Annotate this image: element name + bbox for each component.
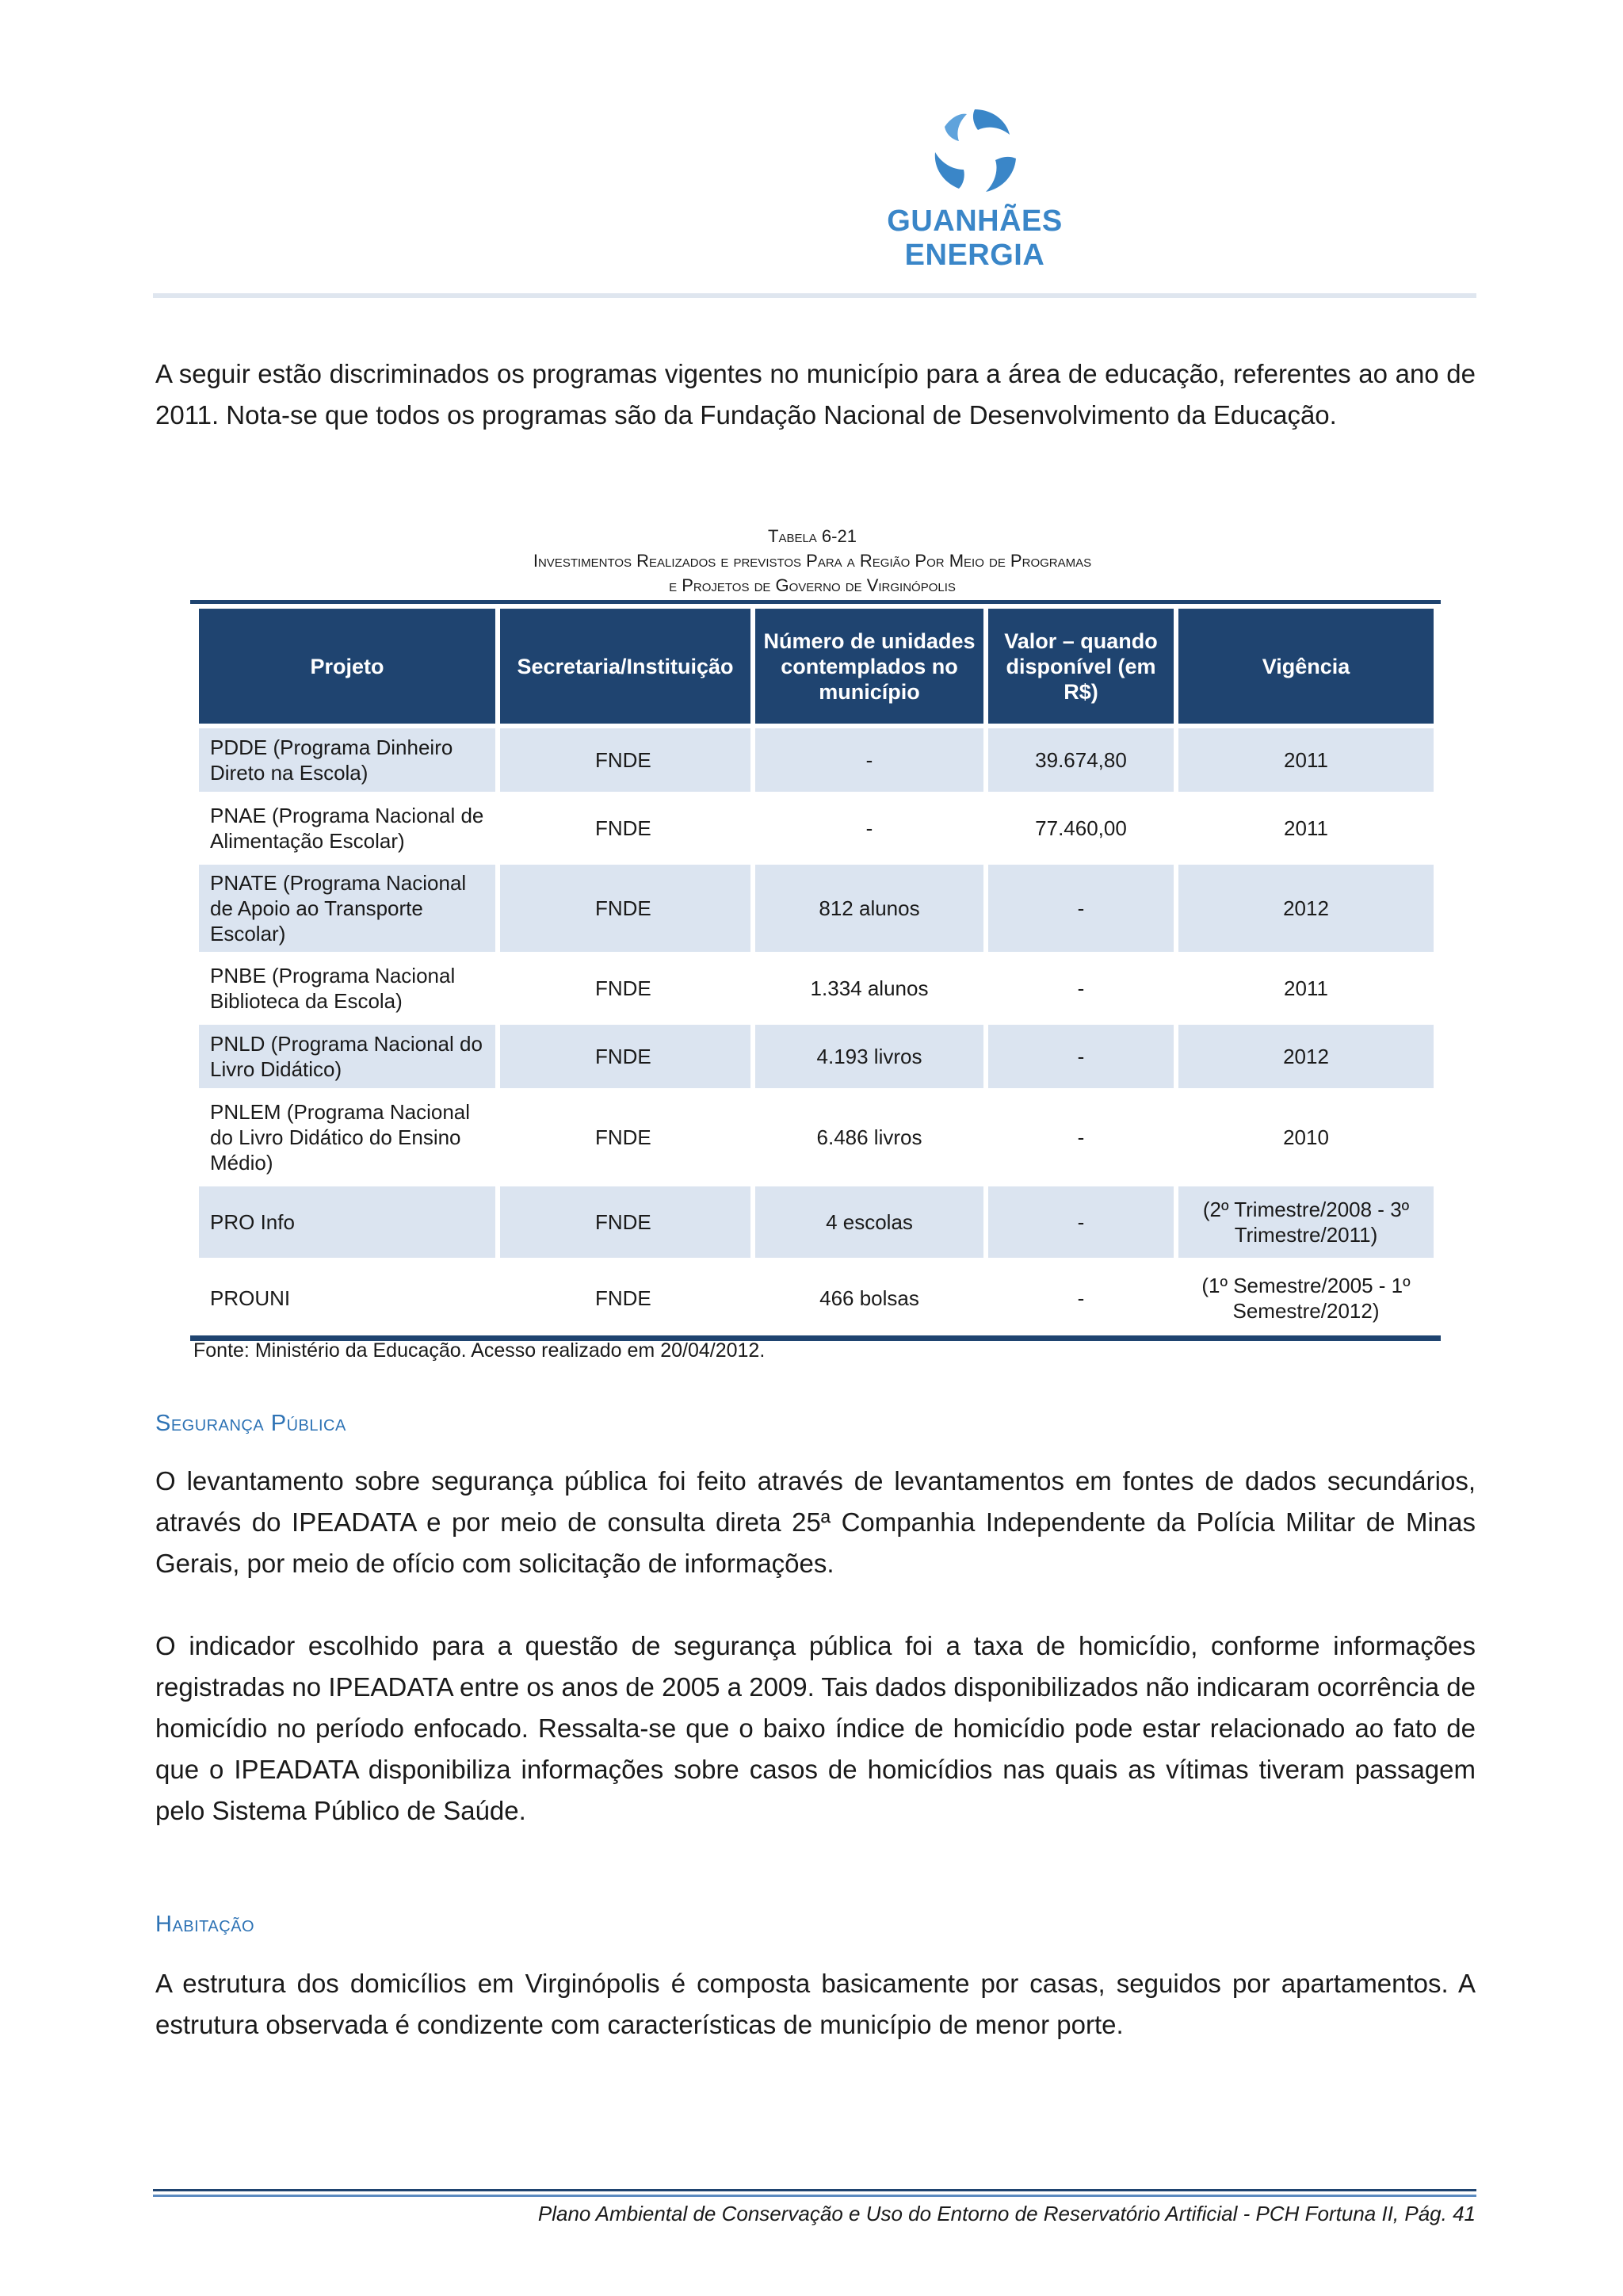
cell-vigencia: 2012 [1178,1025,1434,1088]
cell-vigencia: 2011 [1178,957,1434,1020]
table-header-row [199,609,1434,724]
company-logo [824,103,1125,272]
table-row [199,1025,1434,1088]
cell-numero: - [755,728,983,792]
col-header-valor: Valor – quando disponível (em R$) [988,609,1174,724]
cell-numero: 1.334 alunos [755,957,983,1020]
col-header-secretaria: Secretaria/Instituição [500,609,750,724]
cell-secretaria: FNDE [500,1186,750,1258]
cell-numero: 4.193 livros [755,1025,983,1088]
cell-projeto: PNBE (Programa Nacional Biblioteca da Escola) [199,957,495,1020]
table-row [199,1093,1434,1182]
cell-valor: 77.460,00 [988,797,1174,860]
cell-vigencia: 2012 [1178,865,1434,952]
cell-vigencia: (1º Semestre/2005 - 1º Semestre/2012) [1178,1263,1434,1334]
cell-secretaria: FNDE [500,797,750,860]
cell-projeto: PRO Info [199,1186,495,1258]
brand-name: GUANHÃES ENERGIA [887,204,1063,272]
cell-projeto: PNATE (Programa Nacional de Apoio ao Transporte Escolar) [199,865,495,952]
cell-projeto: PNAE (Programa Nacional de Alimentação Escolar) [199,797,495,860]
cell-projeto: PNLEM (Programa Nacional do Livro Didático do Ensino Médio) [199,1093,495,1182]
table-row [199,1186,1434,1258]
cell-secretaria: FNDE [500,1263,750,1334]
habitacao-paragraph-1: A estrutura dos domicílios em Virginópolis é composta basicamente por casas, seguidos por apartamentos. A estrutura observada é condizente com características de município de menor porte. [155,1969,1476,2039]
intro-paragraph: A seguir estão discriminados os programas vigentes no município para a área de educação, referentes ao ano de 2011. Nota-se que todos os programas são da Fundação Nacional de Desenvolvimento da Educação. [155,359,1476,430]
section-heading-habitacao: Habitação [155,1912,255,1937]
col-header-vigencia: Vigência [1178,609,1434,724]
cell-secretaria: FNDE [500,1025,750,1088]
footer-rule-dark [153,2189,1476,2191]
cell-valor: - [988,957,1174,1020]
cell-valor: - [988,865,1174,952]
cell-secretaria: FNDE [500,865,750,952]
table-row [199,957,1434,1020]
cell-secretaria: FNDE [500,1093,750,1182]
col-header-projeto: Projeto [199,609,495,724]
cell-numero: 4 escolas [755,1186,983,1258]
cell-numero: - [755,797,983,860]
col-header-numero: Número de unidades contemplados no município [755,609,983,724]
cell-projeto: PROUNI [199,1263,495,1334]
cell-valor: - [988,1263,1174,1334]
table-row [199,1263,1434,1334]
cell-projeto: PDDE (Programa Dinheiro Direto na Escola) [199,728,495,792]
table-row [199,728,1434,792]
cell-valor: 39.674,80 [988,728,1174,792]
table-caption-line2: Investimentos Realizados e previstos Para a Região Por Meio de Programas [533,551,1092,571]
guanhaes-logo-icon [927,103,1022,198]
cell-numero: 812 alunos [755,865,983,952]
cell-vigencia: 2011 [1178,728,1434,792]
table-caption-number [190,524,1434,548]
cell-vigencia: 2010 [1178,1093,1434,1182]
investments-table [194,604,1438,1339]
cell-secretaria: FNDE [500,957,750,1020]
cell-vigencia: 2011 [1178,797,1434,860]
cell-projeto: PNLD (Programa Nacional do Livro Didático) [199,1025,495,1088]
table-caption-line1: Tabela 6-21 [768,526,857,546]
cell-valor: - [988,1025,1174,1088]
section-heading-seguranca: Segurança Pública [155,1411,346,1436]
cell-valor: - [988,1093,1174,1182]
page-footer: Plano Ambiental de Conservação e Uso do Entorno de Reservatório Artificial - PCH Fortuna II, Pág. 41 [537,2202,1476,2225]
table-caption-subtitle [190,573,1434,598]
cell-numero: 466 bolsas [755,1263,983,1334]
table-row [199,797,1434,860]
cell-secretaria: FNDE [500,728,750,792]
table-source: Fonte: Ministério da Educação. Acesso realizado em 20/04/2012. [193,1339,766,1362]
cell-valor: - [988,1186,1174,1258]
seguranca-paragraph-1: O levantamento sobre segurança pública foi feito através de levantamentos em fontes de dados secundários, através do IPEADATA e por meio de consulta direta 25ª Companhia Independente da Polícia Militar de Minas Gerais, por meio de ofício com solicitação de informações. [155,1466,1476,1578]
table-caption-title [190,548,1434,573]
table-caption-line3: e Projetos de Governo de Virginópolis [669,575,956,595]
seguranca-paragraph-2: O indicador escolhido para a questão de segurança pública foi a taxa de homicídio, conforme informações registradas no IPEADATA entre os anos de 2005 a 2009. Tais dados disponibilizados não indicaram ocorrência de homicídio no período enfocado. Ressalta-se que o baixo índice de homicídio pode estar relacionado ao fato de que o IPEADATA disponibiliza informações sobre casos de homicídios nas quais as vítimas tiveram passagem pelo Sistema Público de Saúde. [155,1631,1476,1825]
header-divider [153,293,1476,298]
cell-numero: 6.486 livros [755,1093,983,1182]
cell-vigencia: (2º Trimestre/2008 - 3º Trimestre/2011) [1178,1186,1434,1258]
table-row [199,865,1434,952]
